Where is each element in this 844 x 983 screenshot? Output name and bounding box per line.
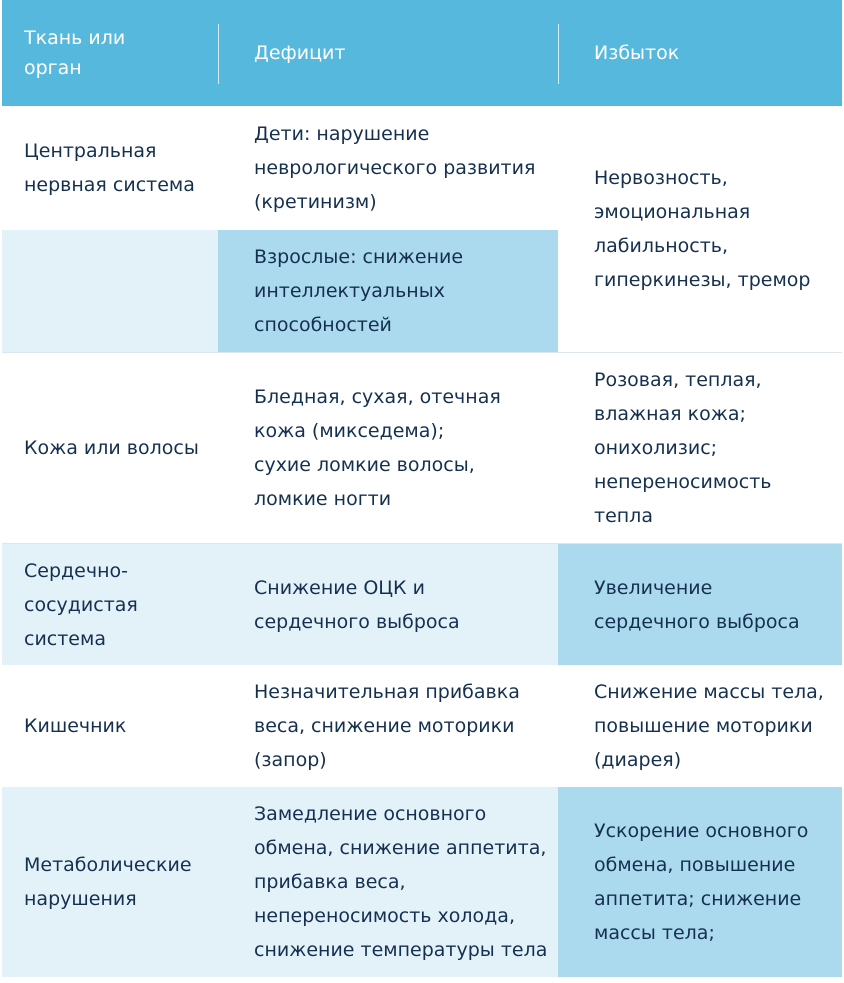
metabolic-deficit: Замедление основного обмена, снижение аппетита, прибавка веса, непереносимость холода, снижение температуры тела [218, 787, 558, 977]
metabolic-excess: Ускорение основного обмена, повышение аппетита; снижение массы тела; [558, 787, 842, 977]
header-excess: Избыток [594, 42, 680, 64]
cns-organ-empty [2, 230, 218, 352]
cns-organ: Центральная нервная система [24, 140, 195, 196]
header-organ: Ткань или орган [24, 27, 126, 79]
cardio-excess: Увеличение сердечного выброса [558, 544, 842, 665]
cardio-organ: Сердечно- сосудистая система [2, 544, 218, 665]
skin-excess: Розовая, теплая, влажная кожа; онихолизис; непереносимость тепла [594, 369, 772, 527]
intestine-excess: Снижение массы тела, повышение моторики (диарея) [594, 681, 824, 771]
thyroid-effects-table [2, 0, 842, 983]
skin-organ: Кожа или волосы [24, 437, 199, 459]
cns-excess: Нервозность, эмоциональная лабильность, гиперкинезы, тремор [594, 167, 811, 291]
cns-deficit-children: Дети: нарушение неврологического развития (кретинизм) [254, 123, 536, 213]
cardio-deficit: Снижение ОЦК и сердечного выброса [218, 544, 558, 665]
cns-deficit-adults: Взрослые: снижение интеллектуальных способностей [218, 230, 558, 352]
intestine-organ: Кишечник [24, 715, 127, 737]
metabolic-organ: Метаболические нарушения [2, 787, 218, 977]
header-deficit: Дефицит [254, 42, 346, 64]
skin-deficit: Бледная, сухая, отечная кожа (микседема); сухие ломкие волосы, ломкие ногти [254, 386, 501, 510]
intestine-deficit: Незначительная прибавка веса, снижение моторики (запор) [254, 681, 520, 771]
